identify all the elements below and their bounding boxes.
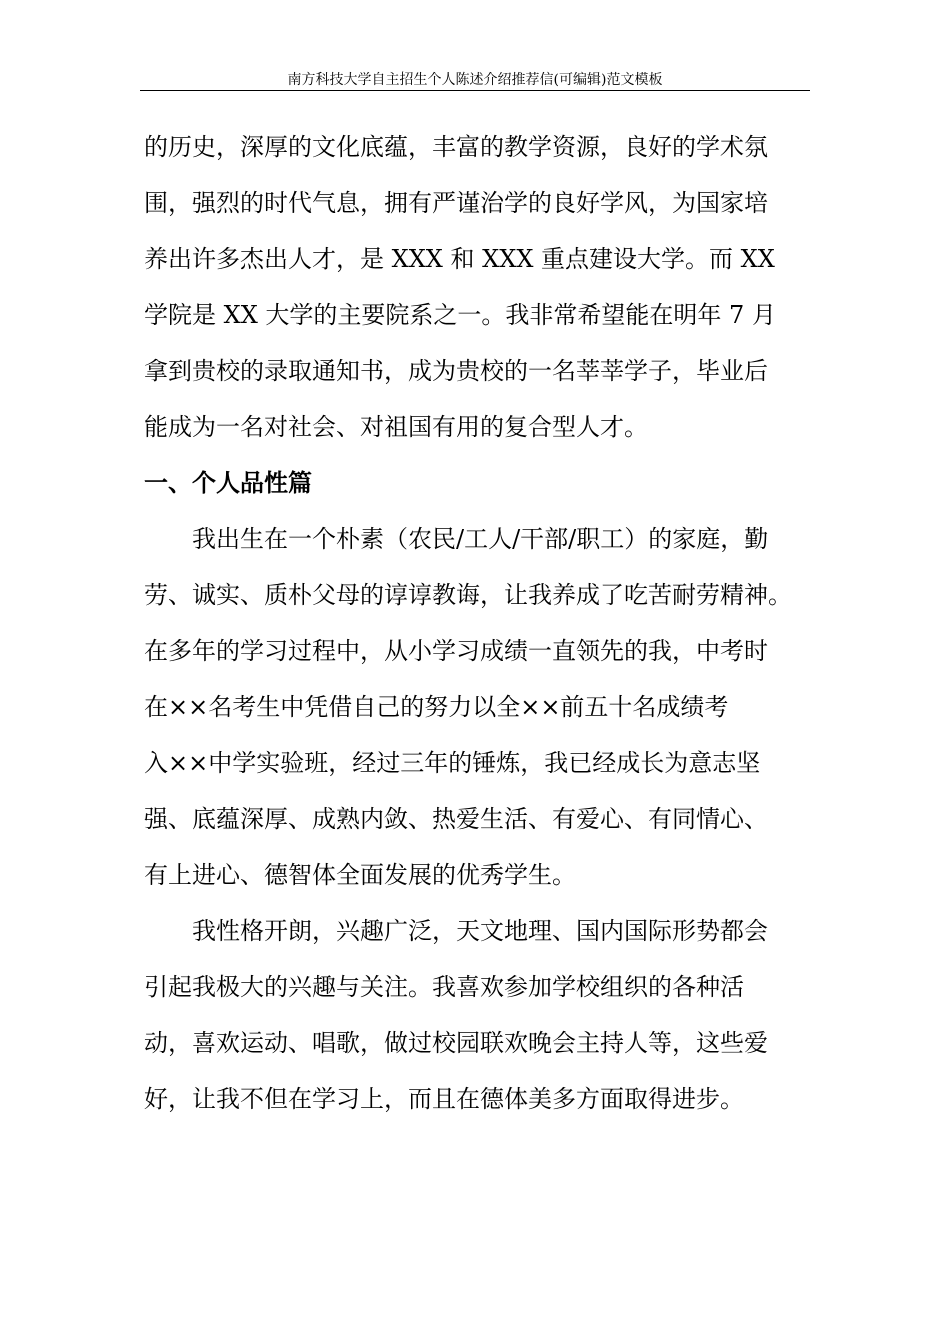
text-line: 养出许多杰出人才，是 XXX 和 XXX 重点建设大学。而 XX	[144, 245, 775, 273]
text-line: 围，强烈的时代气息，拥有严谨治学的良好学风，为国家培	[144, 189, 768, 217]
text-line: 能成为一名对社会、对祖国有用的复合型人才。	[144, 413, 648, 441]
text-line: 动，喜欢运动、唱歌，做过校园联欢晚会主持人等，这些爱	[144, 1029, 768, 1057]
document-title: 南方科技大学自主招生个人陈述介绍推荐信(可编辑)范文模板	[287, 72, 663, 88]
text-line: 劳、诚实、质朴父母的谆谆教诲，让我养成了吃苦耐劳精神。	[144, 581, 792, 609]
page-header	[140, 70, 810, 91]
paragraph-first-line: 我出生在一个朴素（农民/工人/干部/职工）的家庭，勤	[192, 525, 769, 553]
text-line: 有上进心、德智体全面发展的优秀学生。	[144, 861, 576, 889]
text-line: 的历史，深厚的文化底蕴，丰富的教学资源，良好的学术氛	[144, 133, 768, 161]
text-line: 在××名考生中凭借自己的努力以全××前五十名成绩考	[144, 693, 729, 721]
text-line: 强、底蕴深厚、成熟内敛、热爱生活、有爱心、有同情心、	[144, 805, 768, 833]
text-line: 在多年的学习过程中，从小学习成绩一直领先的我，中考时	[144, 637, 768, 665]
section-heading: 一、个人品性篇	[144, 469, 312, 497]
paragraph-first-line: 我性格开朗，兴趣广泛，天文地理、国内国际形势都会	[192, 917, 768, 945]
text-line: 引起我极大的兴趣与关注。我喜欢参加学校组织的各种活	[144, 973, 744, 1001]
text-line: 拿到贵校的录取通知书，成为贵校的一名莘莘学子，毕业后	[144, 357, 768, 385]
document-body	[144, 119, 814, 1127]
text-line: 好，让我不但在学习上，而且在德体美多方面取得进步。	[144, 1085, 744, 1113]
text-line: 入××中学实验班，经过三年的锤炼，我已经成长为意志坚	[144, 749, 761, 777]
text-line: 学院是 XX 大学的主要院系之一。我非常希望能在明年 7 月	[144, 301, 776, 329]
